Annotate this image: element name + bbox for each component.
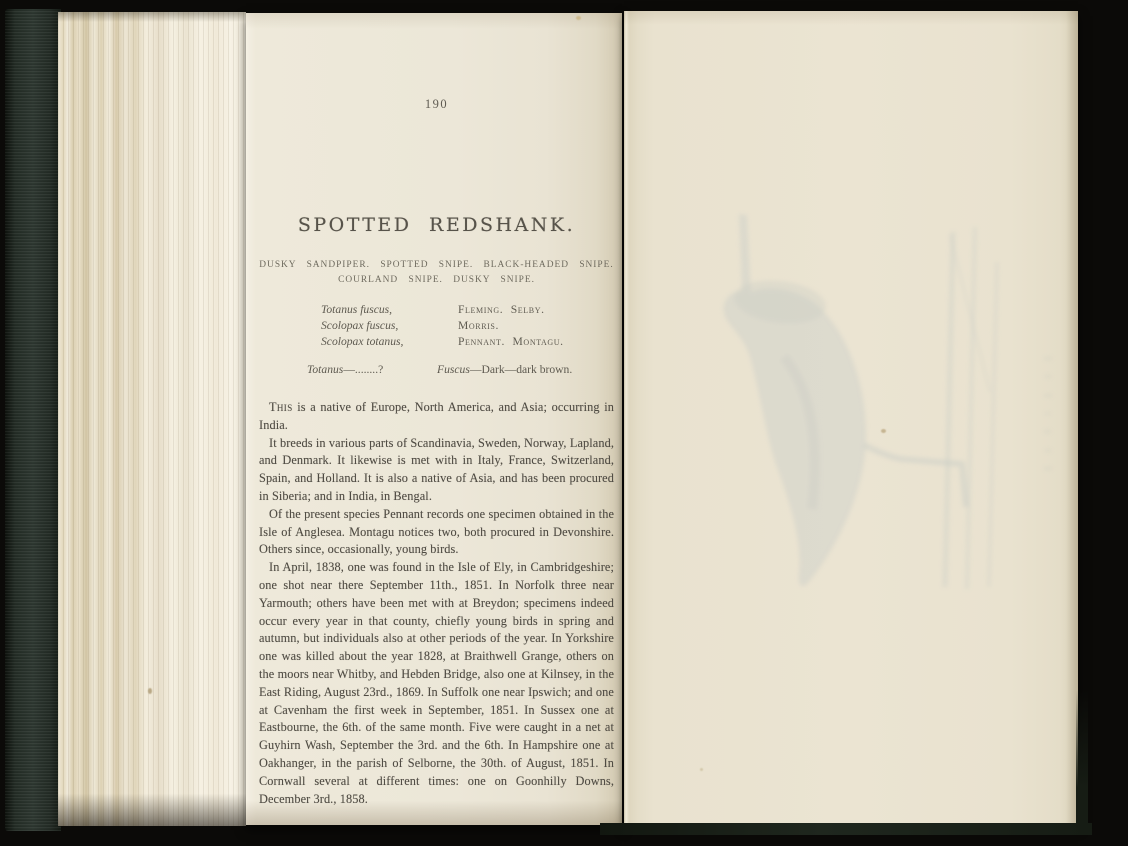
book-cover-right-edge [1076, 690, 1088, 830]
right-page [624, 11, 1078, 824]
book-cover-bottom-edge [600, 823, 1092, 835]
foxing-spot [700, 768, 703, 771]
species-authority: Fleming. Selby. [458, 303, 545, 316]
species-authority: Morris. [458, 319, 499, 333]
paragraph: Of the present species Pennant records one specimen obtained in the Isle of Anglesea. Montagu notices two, both procured in Devonshire. Others since, occasionally, young birds. [259, 506, 614, 557]
species-synonym-table [259, 303, 614, 352]
body-text [259, 399, 614, 808]
foxing-spot [148, 688, 152, 694]
paragraph: This is a native of Europe, North America, and Asia; occurring in India. [259, 400, 614, 432]
species-row [259, 335, 614, 351]
paragraph: In April, 1838, one was found in the Isle of Ely, in Cambridgeshire; one shot near there September 11th., 1851. In Norfolk three near Yarmouth; others have been met with at Breydon; specimens indeed occur every year in that county, chiefly young birds in spring and autumn, but individuals also at other periods of the year. In Yorkshire one was killed about the year 1828, at Braithwell Grange, others on the moors near Whitby, and Hebden Bridge, also one at Kilnsey, in the East Riding, August 23rd., 1869. In Suffolk one near Ipswich; and one at Cavenham the first week in September, 1851. In Sussex one at Eastbourne, the 6th. of the same month. Five were caught in a net at Guyhirn Wash, September the 3rd. and the 6th. In Hampshire one at Oakhanger, in the parish of Selborne, the 30th. of August, 1851. In Cornwall several at different times: one on Goonhilly Downs, December 3rd., 1858. [259, 560, 614, 806]
spotted-redshank-plate-show-through-icon [714, 207, 1074, 607]
species-row [259, 303, 614, 319]
foxing-spot [881, 429, 886, 433]
synonyms-line-1: DUSKY SANDPIPER. SPOTTED SNIPE. BLACK-HEADED SNIPE. [259, 260, 614, 270]
species-name: Scolopax fuscus, [321, 319, 399, 333]
etymology-fuscus: Fuscus—Dark—dark brown. [437, 363, 573, 376]
chapter-title: SPOTTED REDSHANK. [297, 214, 576, 236]
foxing-spot [576, 16, 581, 20]
page-number: 190 [424, 97, 449, 111]
etymology-totanus: Totanus—........? [307, 363, 384, 376]
species-row [259, 319, 614, 335]
book-cover-left-edge [5, 9, 61, 831]
etymology-row [259, 363, 614, 379]
species-authority: Pennant. Montagu. [458, 335, 564, 349]
left-page [246, 13, 622, 825]
synonyms-line-2: COURLAND SNIPE. DUSKY SNIPE. [338, 275, 535, 285]
species-name: Scolopax totanus, [321, 335, 404, 349]
species-name: Totanus fuscus, [321, 303, 393, 316]
page-edges-stack [58, 12, 246, 826]
paragraph: It breeds in various parts of Scandinavia, Sweden, Norway, Lapland, and Denmark. It likewise is met with in Italy, France, Switzerland, Spain, and Holland. It is also a native of Asia, and has been procured in Siberia; and in India, in Bengal. [259, 435, 614, 503]
